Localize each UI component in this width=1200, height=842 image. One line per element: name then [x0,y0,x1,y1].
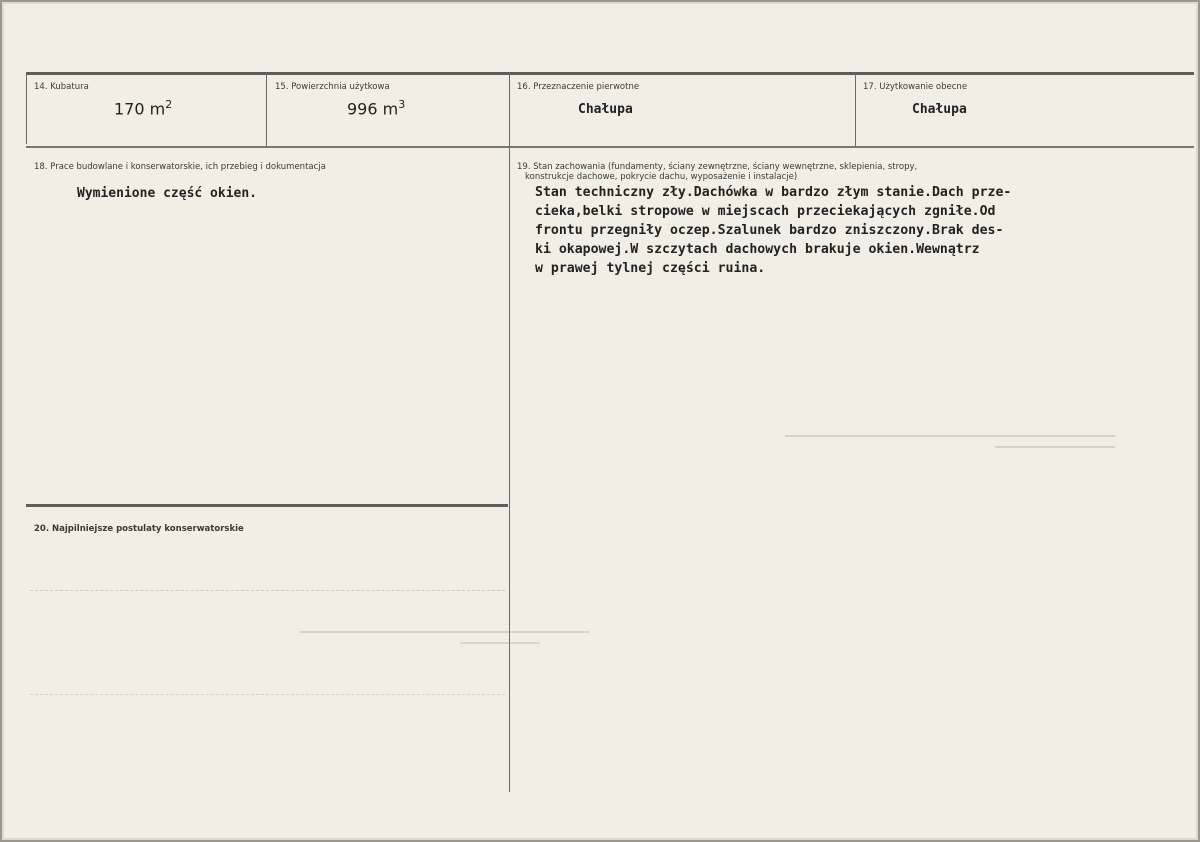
left-mid-rule [26,504,508,507]
field-18-value: Wymienione część okien. [77,186,258,201]
row1-rule [26,146,1194,148]
field-19-line: cieka,belki stropowe w miejscach przeciekających zgniłe.Od [535,204,996,219]
bleed-through-mark [785,432,1125,458]
field-18-label: 18. Prace budowlane i konserwatorskie, ich przebieg i dokumentacja [34,162,326,172]
divider-16-17 [855,74,856,146]
field-14-exponent: 2 [165,98,173,111]
field-17-label: 17. Użytkowanie obecne [863,82,968,92]
divider-14-15 [266,74,267,146]
top-rule [26,72,1194,75]
left-border [26,74,27,144]
field-16-label: 16. Przeznaczenie pierwotne [517,82,640,92]
guide-line [30,694,505,695]
field-15-label: 15. Powierzchnia użytkowa [275,82,390,92]
field-19-line: w prawej tylnej części ruina. [535,261,766,276]
field-19-line: ki okapowej.W szczytach dachowych brakuje okien.Wewnątrz [535,242,980,257]
field-19-line: frontu przegniły oczep.Szalunek bardzo zniszczony.Brak des- [535,223,1004,238]
field-15-number: 996 m [347,99,399,119]
field-19-label-line1: 19. Stan zachowania (fundamenty, ściany zewnętrzne, ściany wewnętrzne, sklepienia, stropy, [517,162,918,172]
field-19-label-line2: konstrukcje dachowe, pokrycie dachu, wyposażenie i instalacje) [525,172,798,182]
divider-15-16 [509,74,510,792]
field-17-value: Chałupa [912,102,967,117]
bleed-through-mark [300,628,600,654]
field-15-value [347,98,405,118]
field-16-value: Chałupa [578,102,633,117]
field-14-number: 170 m [114,99,166,119]
field-14-label: 14. Kubatura [34,82,89,92]
field-15-exponent: 3 [398,98,406,111]
field-20-label: 20. Najpilniejsze postulaty konserwatorskie [34,524,244,534]
field-19-line: Stan techniczny zły.Dachówka w bardzo złym stanie.Dach prze- [535,185,1012,200]
field-14-value [114,98,172,118]
guide-line [30,590,505,591]
